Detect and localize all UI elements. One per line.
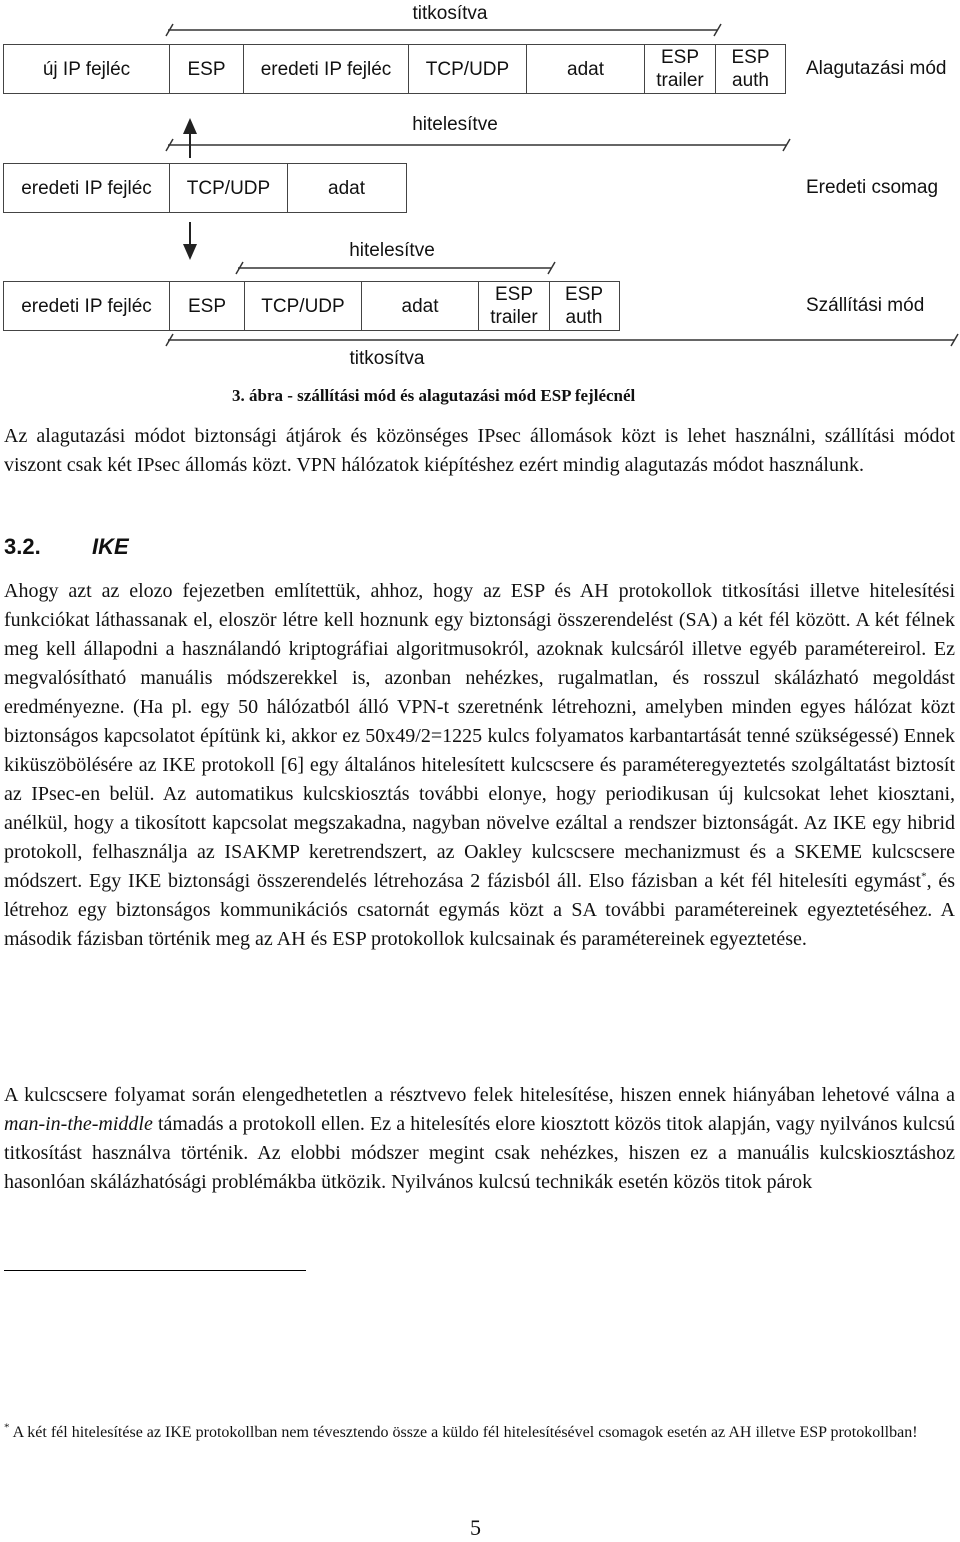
footnote-ref-mark[interactable]: * — [921, 870, 927, 883]
footnote — [4, 1420, 955, 1446]
tunnel-auth-span — [166, 139, 790, 151]
original-packet — [3, 163, 407, 213]
packet-field-original-ip-header: eredeti IP fejléc — [21, 177, 152, 199]
footnote-separator — [4, 1270, 306, 1271]
top-encryption-span — [166, 24, 721, 36]
section-number: 3.2. — [4, 534, 41, 559]
section-title: IKE — [92, 534, 129, 559]
tunnel-mode-label: Alagutazási mód — [806, 58, 947, 79]
packet-field-original-ip-header: eredeti IP fejléc — [21, 295, 152, 317]
tunnel-mode-packet — [3, 44, 786, 94]
arrow-down-icon — [183, 222, 197, 260]
paragraph-modes: Az alagutazási módot biztonsági átjárok és közönséges IPsec állomások közt is lehet használni, szállítási módot viszont csak két IPsec állomás közt. VPN hálózatok kiépítéshez ezért mindig alagutazás módot használunk. — [4, 425, 955, 476]
paragraph-auth-part1: A kulcscsere folyamat során elengedhetetlen a résztvevo felek hitelesítése, hiszen ennek hiányában lehetové válna a — [4, 1084, 955, 1106]
page-number: 5 — [470, 1515, 481, 1540]
packet-field-data: adat — [361, 282, 478, 330]
packet-field-esp-trailer: ESP trailer — [644, 45, 715, 93]
top-encryption-label: titkosítva — [412, 3, 488, 24]
packet-field-esp-auth: ESP auth — [549, 282, 618, 330]
packet-field-esp-header: ESP — [169, 282, 244, 330]
paragraph-ike — [4, 577, 955, 954]
section-heading — [4, 534, 129, 560]
paragraph-ike-part1: Ahogy azt az elozo fejezetben említettük, ahhoz, hogy az ESP és AH protokollok titkosítási illetve hitelesítési funkciókat láthassanak el, eloször létre kell hoznunk egy biztonsági összerendelést (SA) a két fél között. A két félnek meg kell állapodni a használandó kriptográfiai algoritmusokról, azoknak kulcsáról illetve egyéb paramétereirol. Ez megvalósítható manuális módszerekkel is, azonban nehézkes, rugalmatlan, és rosszul skálázható megoldást eredményezne. (Ha pl. egy 50 hálózatból álló VPN-t szeretnénk létrehozni, amelyben minden egyes hálózat közt biztonságos kapcsolatot építünk ki, akkor ez 50x49/2=1225 kulcs folyamatos karbantartását tenné szükségessé) Ennek kiküszöbölésére az IKE protokoll [6] egy általános hitelesített kulcscsere és paraméteregyeztetés szolgáltatást biztosít az IPsec-en belül. Az automatikus kulcskiosztás további elonye, hogy periodikusan új kulcsokat lehet kiosztani, anélkül, hogy a tikosított kapcsolat megszakadna, nagyban növelve ezáltal a rendszer biztonságát. Az IKE egy hibrid protokoll, felhasználja az ISAKMP keretrendszert, az Oakley kulcscsere mechanizmust és a SKEME kulcscsere módszert. Egy IKE biztonsági összerendelés létrehozása 2 fázisból áll. Elso fázisban a két fél hitelesíti egymást — [4, 580, 955, 892]
packet-field-data: adat — [526, 45, 644, 93]
figure-caption: 3. ábra - szállítási mód és alagutazási mód ESP fejlécnél — [232, 386, 636, 405]
packet-field-new-ip-header: új IP fejléc — [42, 58, 131, 80]
tunnel-auth-label: hitelesítve — [412, 114, 498, 135]
packet-field-tcp-udp: TCP/UDP — [408, 45, 526, 93]
packet-field-data: adat — [287, 164, 405, 212]
transport-mode-label: Szállítási mód — [806, 295, 925, 316]
transport-mode-packet — [3, 281, 620, 331]
packet-field-esp-trailer: ESP trailer — [478, 282, 549, 330]
transport-encryption-label: titkosítva — [349, 348, 425, 369]
packet-field-esp-header: ESP — [169, 45, 243, 93]
packet-field-tcp-udp: TCP/UDP — [169, 164, 287, 212]
packet-field-esp-auth: ESP auth — [715, 45, 785, 93]
original-packet-label: Eredeti csomag — [806, 177, 939, 198]
packet-field-original-ip-header: eredeti IP fejléc — [243, 45, 408, 93]
paragraph-auth-part2: támadás a protokoll ellen. Ez a hitelesítés elore kiosztott közös titok alapján, vagy nyilvános kulcsú titkosítást használva történik. Az elobbi módszer megint csak nehézkes, hiszen ez a manuális kulcskiosztáshoz hasonlóan skálázhatósági problémákba ütközik. Nyilvános kulcsú technikák esetén közös titok párok — [4, 1113, 955, 1193]
paragraph-auth-emphasis: man-in-the-middle — [4, 1113, 153, 1135]
esp-modes-figure — [0, 0, 960, 380]
transport-encryption-span — [166, 334, 958, 346]
paragraph-authentication — [4, 1081, 955, 1197]
arrow-up-icon — [183, 118, 197, 158]
packet-field-tcp-udp: TCP/UDP — [244, 282, 361, 330]
paragraph-ike-part2: , és létrehoz egy biztonságos kommunikációs csatornát egymás közt a SA további paramétereinek egyeztetéséhez. A második fázisban történik meg az AH és ESP protokollok kulcsainak és paramétereinek egyeztetése. — [4, 870, 955, 950]
footnote-text: A két fél hitelesítése az IKE protokollban nem tévesztendo össze a küldo fél hitelesítésével csomagok esetén az AH illetve ESP protokollban! — [9, 1424, 918, 1441]
transport-auth-span — [236, 262, 555, 274]
footnote-mark: * — [4, 1421, 10, 1434]
transport-auth-label: hitelesítve — [349, 240, 435, 261]
